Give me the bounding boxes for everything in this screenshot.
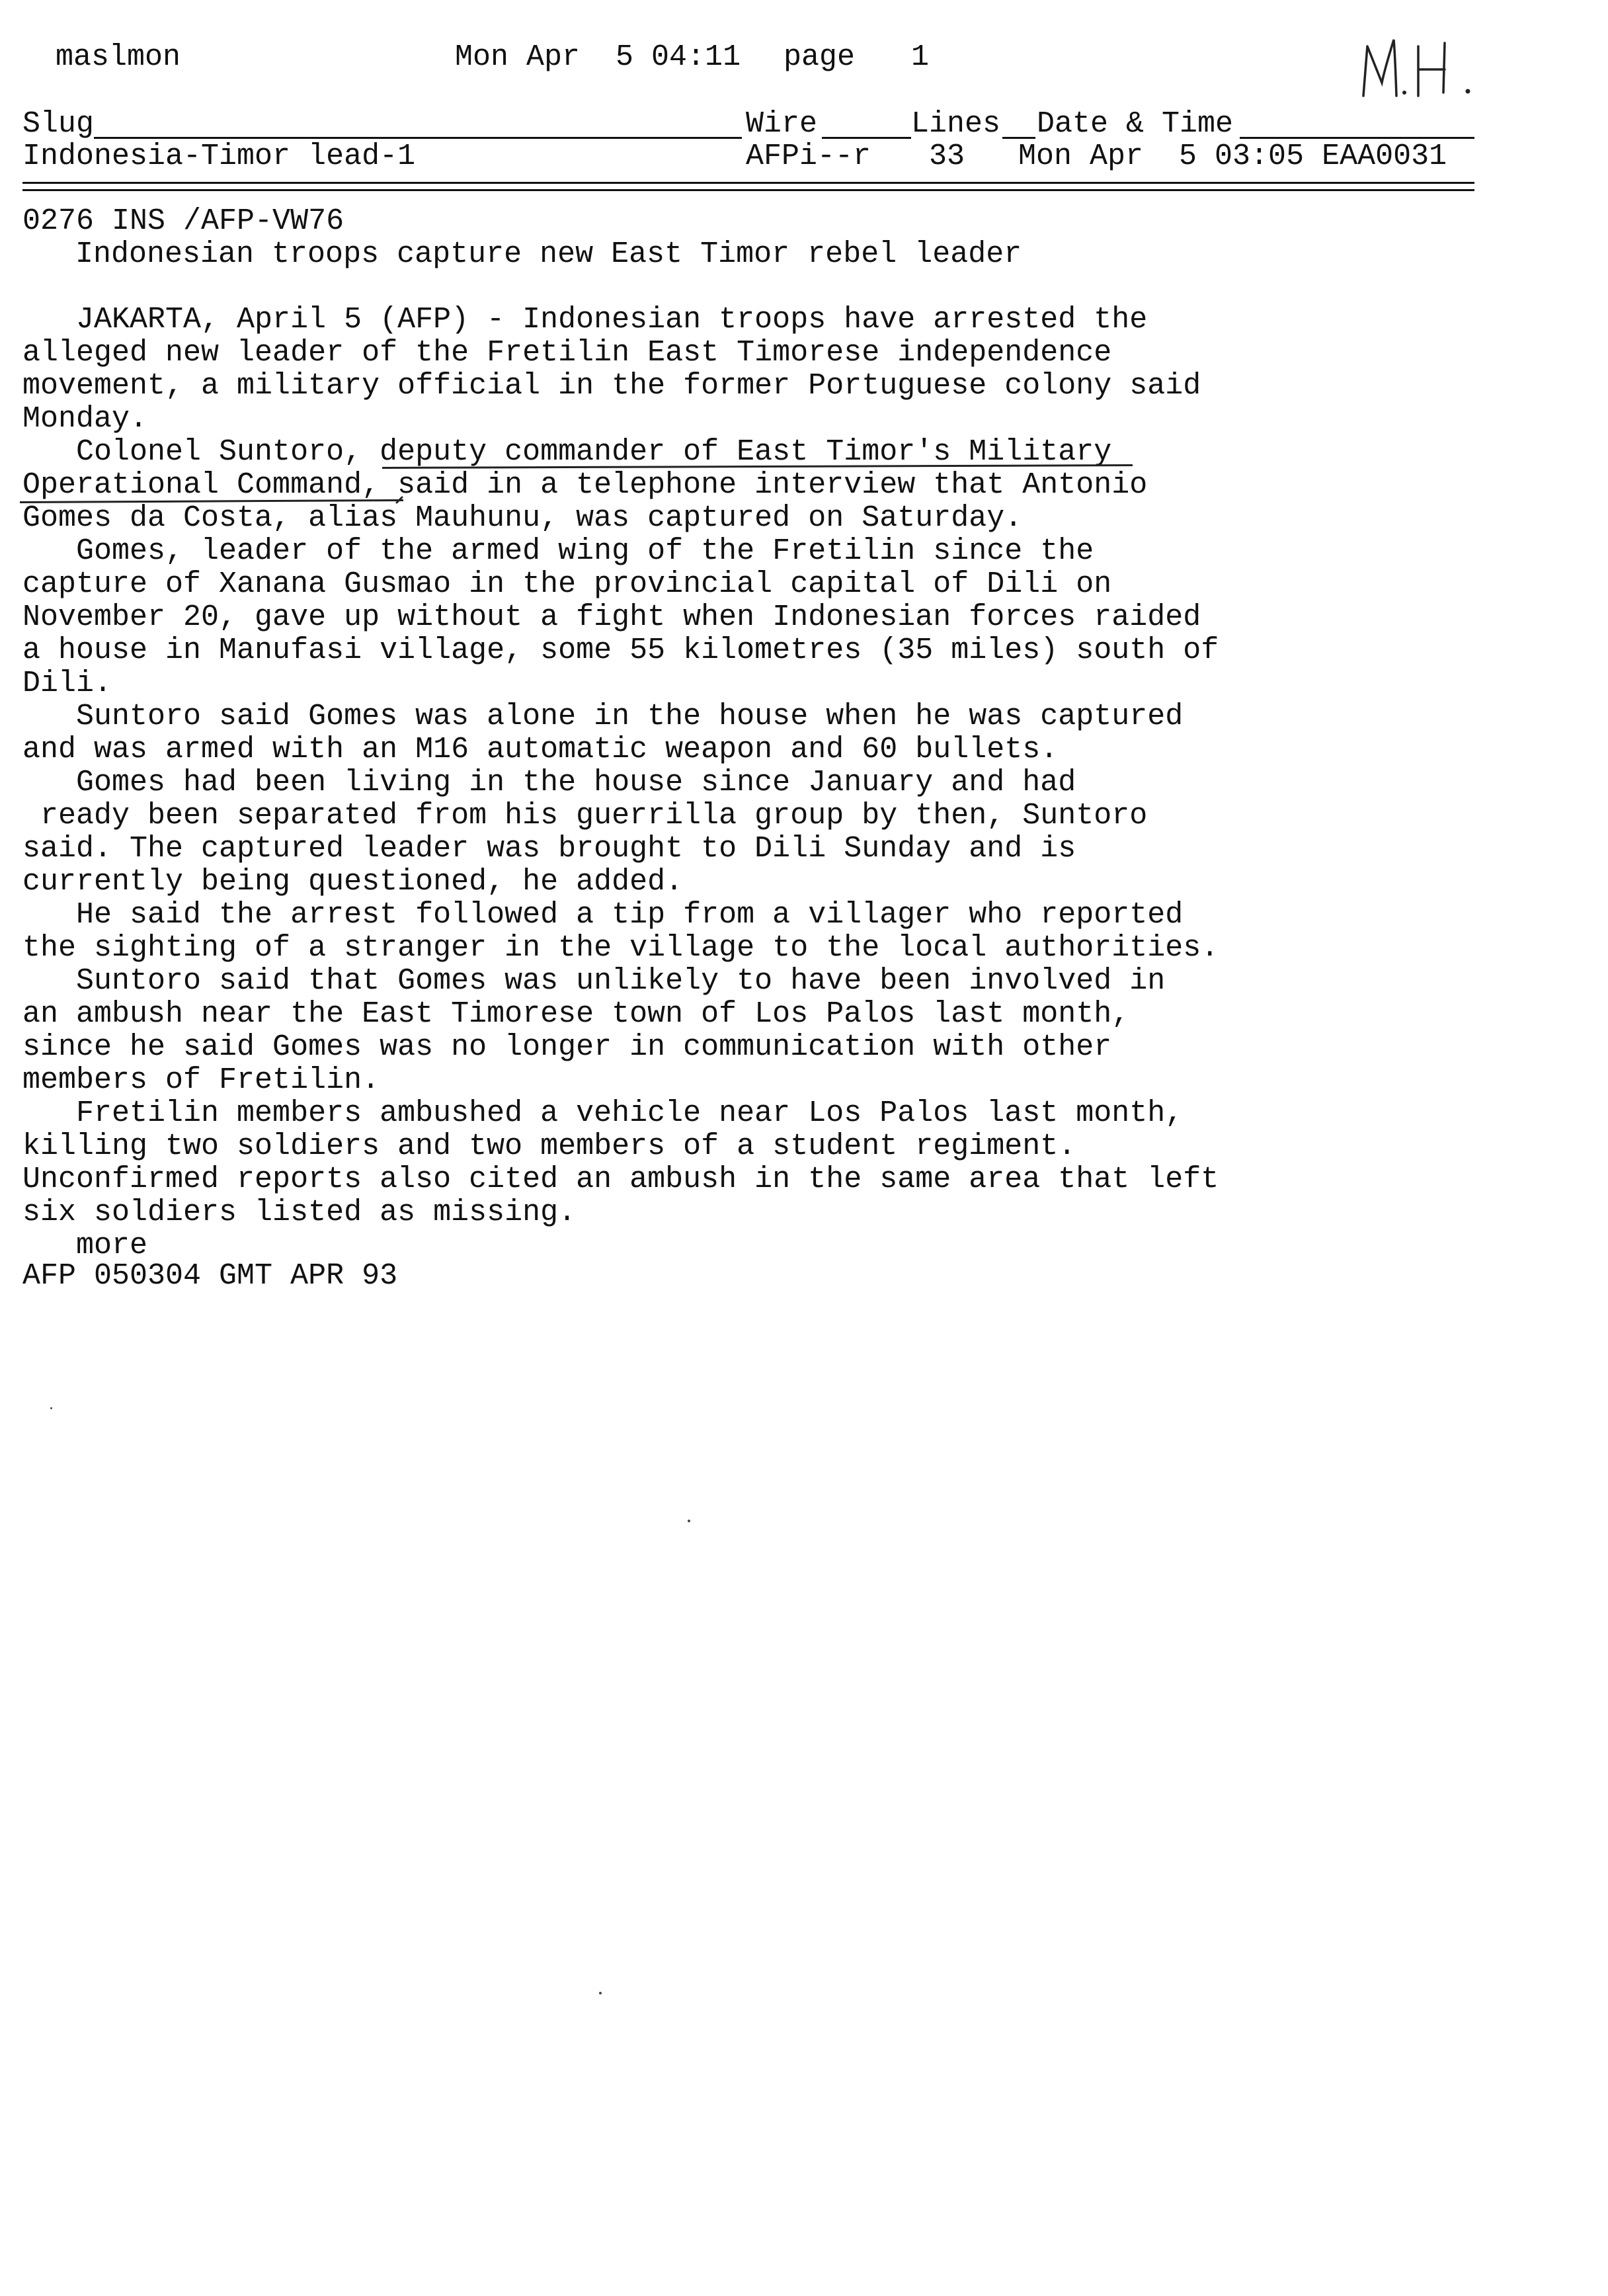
wire-value: AFPi--r — [746, 140, 871, 173]
story-headline: Indonesian troops capture new East Timor rebel leader — [75, 237, 1022, 271]
handwritten-initials-mark — [1355, 33, 1481, 106]
body-line: Gomes, leader of the armed wing of the Fretilin since the — [22, 534, 1094, 568]
separator-rule — [22, 182, 1474, 191]
body-line: capture of Xanana Gusmao in the provincial capital of Dili on — [22, 567, 1112, 601]
slug-underline — [94, 137, 742, 139]
body-line: and was armed with an M16 automatic weapon and 60 bullets. — [22, 733, 1059, 766]
body-line: JAKARTA, April 5 (AFP) - Indonesian troops have arrested the — [22, 303, 1148, 337]
body-line: alleged new leader of the Fretilin East Timorese independence — [22, 336, 1112, 370]
body-line: Unconfirmed reports also cited an ambush in the same area that left — [22, 1163, 1219, 1196]
date-time-label: Date & Time — [1037, 107, 1234, 141]
body-line: Gomes da Costa, alias Mauhunu, was captured on Saturday. — [22, 501, 1023, 535]
body-line: Monday. — [22, 402, 148, 436]
body-line: a house in Manufasi village, some 55 kilometres (35 miles) south of — [22, 634, 1219, 667]
date-time-value: Mon Apr 5 03:05 EAA0031 — [1018, 140, 1447, 173]
body-line: six soldiers listed as missing. — [22, 1196, 577, 1229]
print-datetime: Mon Apr 5 04:11 — [455, 40, 741, 74]
body-line: more — [22, 1229, 148, 1262]
username: maslmon — [56, 40, 181, 74]
body-line: an ambush near the East Timorese town of Los Palos last month, — [22, 997, 1130, 1031]
lines-underline — [1002, 137, 1035, 139]
body-line: November 20, gave up without a fight when Indonesian forces raided — [22, 600, 1201, 634]
slug-value: Indonesia-Timor lead-1 — [22, 140, 416, 173]
scan-speck — [50, 1407, 52, 1409]
body-line: currently being questioned, he added. — [22, 865, 684, 899]
page-label: page — [784, 40, 856, 74]
body-line: Dili. — [22, 667, 112, 700]
scan-speck — [688, 1520, 690, 1522]
body-line: ready been separated from his guerrilla group by then, Suntoro — [22, 799, 1148, 833]
body-line: the sighting of a stranger in the village to the local authorities. — [22, 931, 1219, 965]
wire-underline — [822, 137, 911, 139]
story-body — [22, 304, 1219, 1262]
story-code: 0276 INS /AFP-VW76 — [22, 204, 344, 238]
lines-value: 33 — [929, 140, 965, 173]
body-line: killing two soldiers and two members of a student regiment. — [22, 1129, 1076, 1163]
wire-label: Wire — [746, 107, 818, 141]
slug-label: Slug — [22, 107, 95, 141]
scan-speck — [599, 1992, 602, 1994]
story-footer: AFP 050304 GMT APR 93 — [22, 1259, 398, 1293]
body-line: Suntoro said Gomes was alone in the house when he was captured — [22, 700, 1184, 733]
body-line: members of Fretilin. — [22, 1063, 380, 1097]
body-line: Gomes had been living in the house since January and had — [22, 766, 1076, 800]
body-line: He said the arrest followed a tip from a villager who reported — [22, 898, 1184, 932]
body-line: movement, a military official in the former Portuguese colony said — [22, 369, 1201, 403]
body-line: Operational Command, said in a telephone interview that Antonio — [22, 468, 1148, 502]
body-line: Suntoro said that Gomes was unlikely to have been involved in — [22, 964, 1166, 998]
date-time-underline — [1240, 137, 1474, 139]
lines-label: Lines — [911, 107, 1001, 141]
page-number: 1 — [911, 40, 930, 74]
body-line: Colonel Suntoro, deputy commander of East Timor's Military — [22, 435, 1112, 469]
body-line: Fretilin members ambushed a vehicle near Los Palos last month, — [22, 1096, 1184, 1130]
pen-mark-tick — [395, 495, 409, 508]
body-line: since he said Gomes was no longer in communication with other — [22, 1030, 1112, 1064]
body-line: said. The captured leader was brought to Dili Sunday and is — [22, 832, 1076, 866]
